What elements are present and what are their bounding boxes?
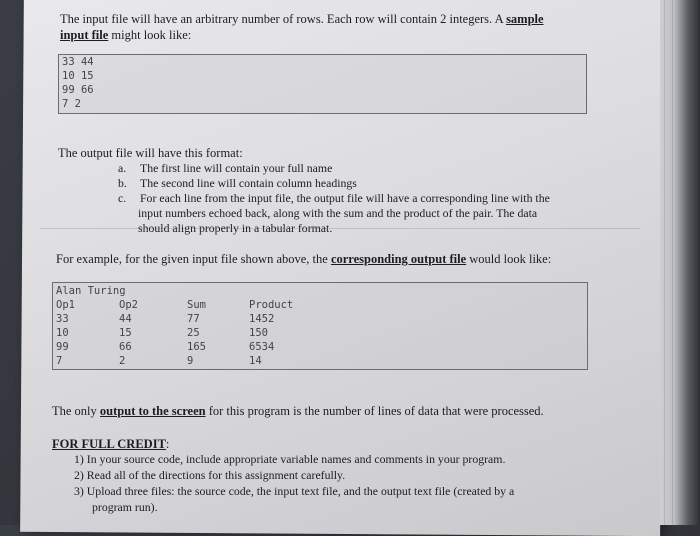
table-cell: 150: [249, 327, 268, 339]
list-text: The second line will contain column headings: [140, 176, 357, 190]
example-text: For example, for the given input file shown above, the: [56, 252, 331, 266]
screen-text: The only: [52, 404, 100, 418]
list-item: [118, 191, 550, 206]
table-cell: 99: [56, 341, 69, 353]
list-marker: c.: [118, 191, 127, 205]
intro-line-1: [60, 11, 544, 27]
output-name: Alan Turing: [56, 285, 126, 297]
output-format-heading: The output file will have this format:: [58, 146, 243, 160]
intro-line-2: [60, 27, 191, 43]
list-text: For each line from the input file, the output file will have a corresponding line with the: [140, 191, 550, 205]
column-header: Op2: [119, 299, 138, 311]
full-credit-heading: [52, 436, 169, 452]
table-cell: 165: [187, 341, 206, 353]
screen-output-link: output to the screen: [99, 404, 206, 418]
input-row: 33 44: [62, 56, 94, 68]
input-sample-box: [58, 54, 587, 114]
column-header: Op1: [56, 299, 75, 311]
intro-text: The input file will have an arbitrary number of rows. Each row will contain 2 integers. A: [60, 12, 507, 26]
edge-line: [672, 0, 673, 525]
screen-text: for this program is the number of lines of data that were processed.: [205, 404, 544, 418]
table-cell: 14: [249, 355, 262, 367]
table-cell: 2: [119, 355, 126, 367]
input-row: 10 15: [62, 70, 94, 82]
paper-stack-edge: [660, 0, 700, 525]
list-text: input numbers echoed back, along with the sum and the product of the pair. The data: [138, 206, 538, 220]
intro-text: might look like:: [108, 28, 192, 42]
table-cell: 15: [119, 327, 132, 339]
table-cell: 44: [119, 313, 132, 325]
table-cell: 33: [56, 313, 69, 325]
input-file-link: input file: [60, 28, 109, 42]
full-credit-title: FOR FULL CREDIT: [52, 437, 166, 451]
input-row: 7 2: [62, 98, 81, 110]
table-cell: 77: [187, 313, 200, 325]
list-item: [118, 176, 357, 191]
table-cell: 1452: [249, 313, 275, 325]
output-sample-box: [52, 282, 588, 370]
list-item: 2) Read all of the directions for this assignment carefully.: [74, 468, 346, 482]
list-marker: b.: [118, 176, 127, 190]
list-item: 1) In your source code, include appropriate variable names and comments in your program.: [74, 452, 506, 466]
paper-fold: [40, 228, 640, 229]
column-header: Sum: [187, 299, 206, 311]
input-row: 99 66: [62, 84, 94, 96]
example-text: would look like:: [466, 252, 552, 266]
table-cell: 9: [187, 355, 194, 367]
column-header: Product: [249, 299, 294, 311]
list-item: [118, 161, 332, 176]
list-marker: a.: [118, 161, 127, 175]
sample-link: sample: [506, 12, 544, 26]
screen-line: [52, 403, 544, 419]
list-item: program run).: [92, 500, 158, 514]
table-cell: 25: [187, 327, 200, 339]
list-text: The first line will contain your full name: [140, 161, 333, 175]
example-line: [56, 251, 551, 267]
table-cell: 66: [119, 341, 132, 353]
edge-line: [664, 0, 665, 525]
output-file-link: corresponding output file: [330, 252, 467, 266]
list-text: should align properly in a tabular format.: [138, 221, 333, 235]
full-credit-colon: :: [165, 437, 170, 451]
table-cell: 6534: [249, 341, 275, 353]
list-item: 3) Upload three files: the source code, the input text file, and the output text file (created by a: [74, 484, 515, 498]
table-cell: 10: [56, 327, 69, 339]
table-cell: 7: [56, 355, 63, 367]
